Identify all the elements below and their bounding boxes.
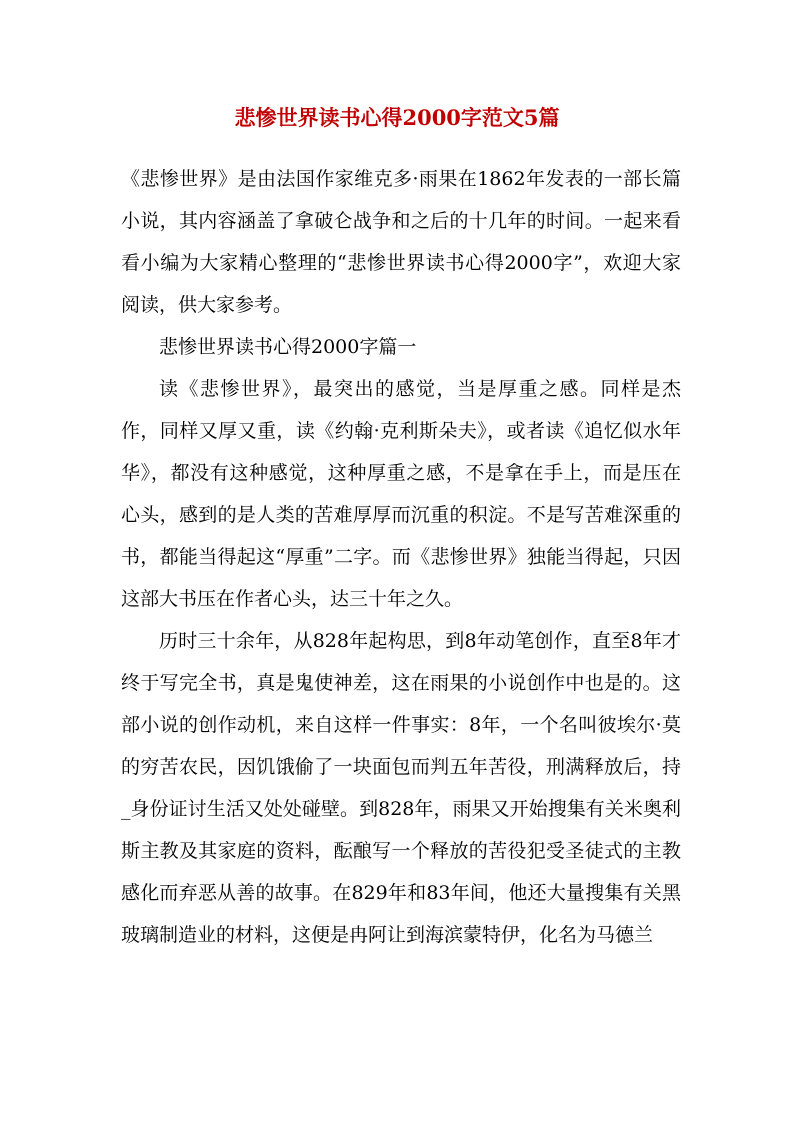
intro-paragraph: 《悲惨世界》是由法国作家维克多·雨果在1862年发表的一部长篇小说，其内容涵盖了拿破仑战争和之后的十几年的时间。一起来看看小编为大家精心整理的“悲惨世界读书心得2000字”，欢迎大家阅读，供大家参考。: [121, 168, 681, 316]
section-heading: 悲惨世界读书心得2000字篇一: [159, 336, 417, 358]
document-body: [121, 158, 681, 956]
document-title: 悲惨世界读书心得2000字范文5篇: [234, 105, 560, 130]
body-paragraph-1: 读《悲惨世界》，最突出的感觉，当是厚重之感。同样是杰作，同样又厚又重，读《约翰·克利斯朵夫》，或者读《追忆似水年华》，都没有这种感觉，这种厚重之感，不是拿在手上，而是压在心头，感到的是人类的苦难厚厚而沉重的积淀。不是写苦难深重的书，都能当得起这“厚重”二字。而《悲惨世界》独能当得起，只因这部大书压在作者心头，达三十年之久。: [121, 378, 681, 610]
body-paragraph-2: 历时三十余年，从828年起构思，到8年动笔创作，直至8年才终于写完全书，真是鬼使神差，这在雨果的小说创作中也是的。这部小说的创作动机，来自这样一件事实：8年，一个名叫彼埃尔·莫的穷苦农民，因饥饿偷了一块面包而判五年苦役，刑满释放后，持_身份证讨生活又处处碰壁。到828年，雨果又开始搜集有关米奥利斯主教及其家庭的资料，酝酿写一个释放的苦役犯受圣徒式的主教感化而弃恶从善的故事。在829年和83年间，他还大量搜集有关黑玻璃制造业的材料，这便是冉阿让到海滨蒙特伊，化名为马德兰: [121, 630, 681, 946]
